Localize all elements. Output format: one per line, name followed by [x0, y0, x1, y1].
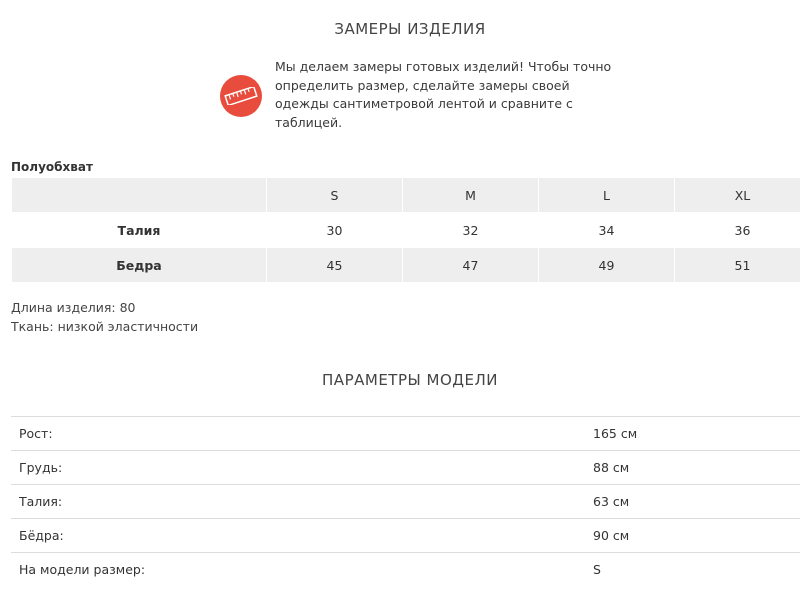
fabric-note: Ткань: низкой эластичности: [11, 319, 199, 334]
ruler-icon: [224, 87, 258, 105]
table-cell: 36: [675, 213, 800, 248]
table-row: [11, 553, 800, 587]
param-value: 165 см: [585, 417, 800, 451]
param-value: 90 см: [585, 519, 800, 553]
param-label: Бёдра:: [11, 519, 585, 553]
param-value: 63 см: [585, 485, 800, 519]
table-row-waist: [12, 213, 800, 248]
measure-intro: [220, 58, 620, 134]
size-table: [11, 177, 800, 283]
product-notes: [11, 298, 198, 336]
table-cell: 49: [539, 248, 675, 283]
table-cell: 45: [267, 248, 403, 283]
size-header-empty: [12, 178, 267, 213]
table-cell: 30: [267, 213, 403, 248]
size-header: XL: [675, 178, 800, 213]
table-cell: 32: [403, 213, 539, 248]
table-row: [11, 519, 800, 553]
param-label: Талия:: [11, 485, 585, 519]
size-header-row: [12, 178, 800, 213]
table-cell: 51: [675, 248, 800, 283]
intro-text: Мы делаем замеры готовых изделий! Чтобы точно определить размер, сделайте замеры своей одежды сантиметровой лентой и сравните с таблицей.: [275, 59, 612, 130]
ruler-badge: [220, 75, 262, 117]
param-label: Грудь:: [11, 451, 585, 485]
model-params-title: ПАРАМЕТРЫ МОДЕЛИ: [322, 371, 498, 389]
table-row: [11, 485, 800, 519]
size-header: L: [539, 178, 675, 213]
param-value: S: [585, 553, 800, 587]
table-caption: Полуобхват: [11, 160, 93, 174]
row-label: Талия: [12, 213, 267, 248]
table-row: [11, 417, 800, 451]
param-label: На модели размер:: [11, 553, 585, 587]
param-value: 88 см: [585, 451, 800, 485]
model-params-table: [11, 416, 800, 586]
size-header: M: [403, 178, 539, 213]
table-cell: 47: [403, 248, 539, 283]
measurements-title: ЗАМЕРЫ ИЗДЕЛИЯ: [334, 20, 486, 38]
table-row: [11, 451, 800, 485]
table-row-hips: [12, 248, 800, 283]
row-label: Бедра: [12, 248, 267, 283]
size-header: S: [267, 178, 403, 213]
param-label: Рост:: [11, 417, 585, 451]
length-note: Длина изделия: 80: [11, 300, 136, 315]
table-cell: 34: [539, 213, 675, 248]
